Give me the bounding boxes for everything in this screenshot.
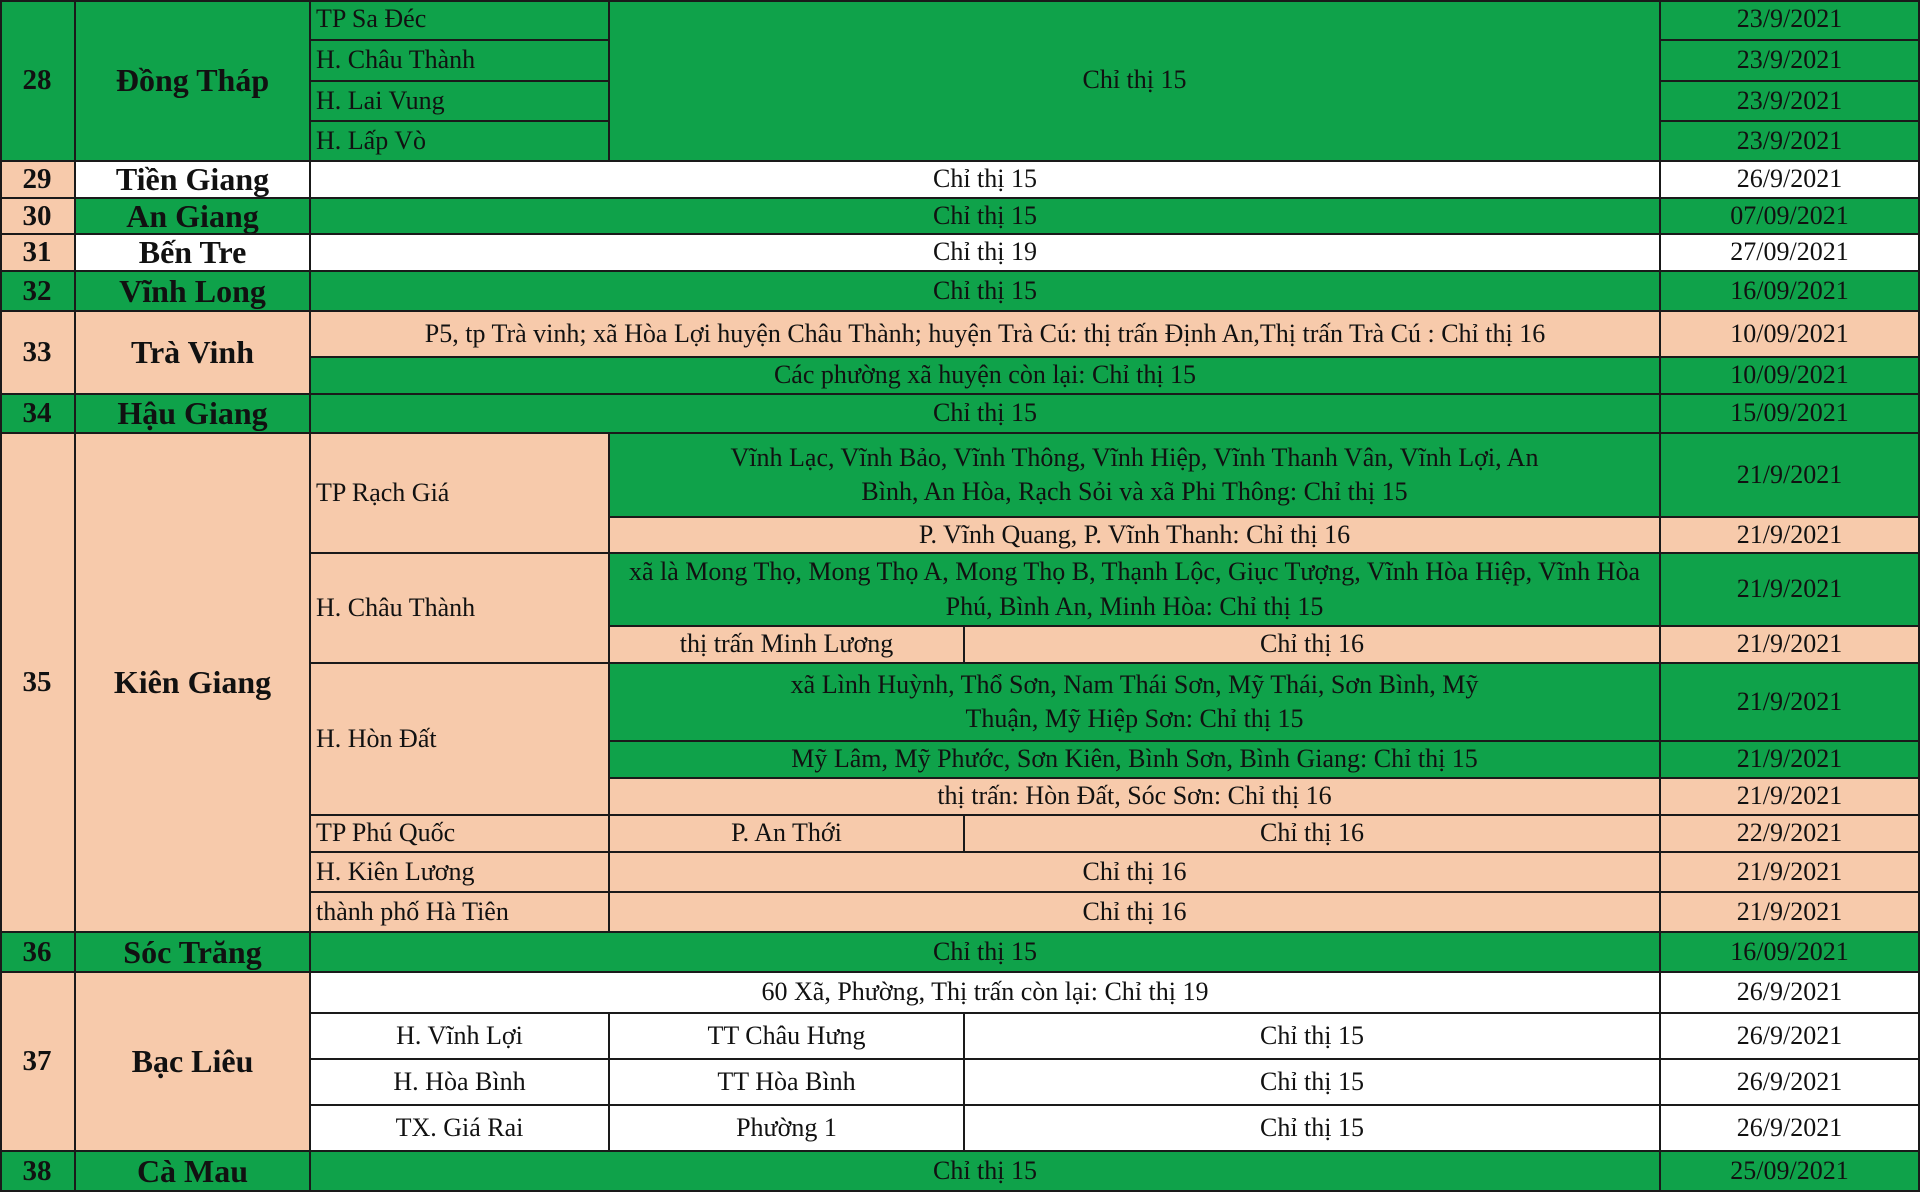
measure-text: Chỉ thị 15 [311,272,1661,312]
measure-text: P5, tp Trà vinh; xã Hòa Lợi huyện Châu Thành; huyện Trà Cú: thị trấn Định An,Thị trấn Trà Cú : Chỉ thị 16 [311,312,1661,358]
effective-date: 21/9/2021 [1661,893,1920,933]
effective-date: 16/09/2021 [1661,933,1920,973]
province-name: An Giang [76,199,311,235]
row-number: 36 [0,933,76,973]
effective-date: 23/9/2021 [1661,122,1920,162]
district-name: H. Lấp Vò [311,122,610,162]
area-name: thị trấn Minh Lương [610,627,965,664]
effective-date: 26/9/2021 [1661,973,1920,1014]
area-name: TT Hòa Bình [610,1060,965,1106]
row-number: 37 [0,973,76,1152]
measure-text: Chỉ thị 16 [610,893,1661,933]
row-number: 28 [0,0,76,162]
measure-text: Chỉ thị 16 [965,816,1661,853]
province-name: Kiên Giang [76,434,311,933]
effective-date: 26/9/2021 [1661,162,1920,199]
province-name: Sóc Trăng [76,933,311,973]
effective-date: 16/09/2021 [1661,272,1920,312]
measure-text: xã là Mong Thọ, Mong Thọ A, Mong Thọ B, Thạnh Lộc, Giục Tượng, Vĩnh Hòa Hiệp, Vĩnh Hòa Phú, Bình An, Minh Hòa: Chỉ thị 15 [610,554,1661,627]
measure-text: Chỉ thị 15 [311,395,1661,434]
district-name: TP Sa Đéc [311,0,610,41]
effective-date: 10/09/2021 [1661,312,1920,358]
province-name: Bến Tre [76,235,311,272]
measure-text: Chỉ thị 15 [311,1152,1661,1192]
effective-date: 21/9/2021 [1661,664,1920,742]
effective-date: 21/9/2021 [1661,742,1920,779]
effective-date: 26/9/2021 [1661,1106,1920,1152]
row-number: 29 [0,162,76,199]
measure-text: P. Vĩnh Quang, P. Vĩnh Thanh: Chỉ thị 16 [610,518,1661,554]
area-name: TT Châu Hưng [610,1014,965,1060]
effective-date: 22/9/2021 [1661,816,1920,853]
province-name: Vĩnh Long [76,272,311,312]
effective-date: 27/09/2021 [1661,235,1920,272]
row-number: 33 [0,312,76,395]
district-name: TP Rạch Giá [311,434,610,554]
row-number: 34 [0,395,76,434]
effective-date: 26/9/2021 [1661,1014,1920,1060]
area-name: Phường 1 [610,1106,965,1152]
row-number: 35 [0,434,76,933]
effective-date: 23/9/2021 [1661,41,1920,82]
effective-date: 10/09/2021 [1661,358,1920,395]
effective-date: 07/09/2021 [1661,199,1920,235]
effective-date: 15/09/2021 [1661,395,1920,434]
measure-text: Chỉ thị 15 [965,1106,1661,1152]
row-number: 32 [0,272,76,312]
measure-text: Chỉ thị 15 [311,933,1661,973]
area-name: P. An Thới [610,816,965,853]
effective-date: 21/9/2021 [1661,627,1920,664]
row-number: 30 [0,199,76,235]
district-name: H. Vĩnh Lợi [311,1014,610,1060]
district-name: H. Hòa Bình [311,1060,610,1106]
measure-text: Chỉ thị 15 [311,199,1661,235]
district-name: thành phố Hà Tiên [311,893,610,933]
effective-date: 21/9/2021 [1661,518,1920,554]
measure-text: Chỉ thị 15 [965,1014,1661,1060]
effective-date: 21/9/2021 [1661,554,1920,627]
measure-text: Chỉ thị 16 [610,853,1661,893]
measure-text: Mỹ Lâm, Mỹ Phước, Sơn Kiên, Bình Sơn, Bình Giang: Chỉ thị 15 [610,742,1661,779]
province-name: Cà Mau [76,1152,311,1192]
province-name: Hậu Giang [76,395,311,434]
effective-date: 26/9/2021 [1661,1060,1920,1106]
measure-text: 60 Xã, Phường, Thị trấn còn lại: Chỉ thị 19 [311,973,1661,1014]
effective-date: 21/9/2021 [1661,434,1920,518]
row-number: 38 [0,1152,76,1192]
measure-text: Chỉ thị 16 [965,627,1661,664]
effective-date: 25/09/2021 [1661,1152,1920,1192]
measure-text: Các phường xã huyện còn lại: Chỉ thị 15 [311,358,1661,395]
measure-text: Chỉ thị 15 [311,162,1661,199]
effective-date: 21/9/2021 [1661,853,1920,893]
measure-text: Vĩnh Lạc, Vĩnh Bảo, Vĩnh Thông, Vĩnh Hiệp, Vĩnh Thanh Vân, Vĩnh Lợi, An Bình, An Hòa, Rạch Sỏi và xã Phi Thông: Chỉ thị 15 [610,434,1661,518]
measure-text: thị trấn: Hòn Đất, Sóc Sơn: Chỉ thị 16 [610,779,1661,816]
district-name: H. Kiên Lương [311,853,610,893]
measure-text: Chỉ thị 15 [965,1060,1661,1106]
row-number: 31 [0,235,76,272]
effective-date: 23/9/2021 [1661,82,1920,122]
effective-date: 21/9/2021 [1661,779,1920,816]
district-name: H. Châu Thành [311,41,610,82]
effective-date: 23/9/2021 [1661,0,1920,41]
province-name: Bạc Liêu [76,973,311,1152]
province-name: Trà Vinh [76,312,311,395]
district-name: TX. Giá Rai [311,1106,610,1152]
district-name: H. Lai Vung [311,82,610,122]
measure-text: Chỉ thị 19 [311,235,1661,272]
district-name: TP Phú Quốc [311,816,610,853]
province-name: Tiền Giang [76,162,311,199]
province-name: Đồng Tháp [76,0,311,162]
district-name: H. Châu Thành [311,554,610,664]
measure-text: Chỉ thị 15 [610,0,1661,162]
district-name: H. Hòn Đất [311,664,610,816]
measure-text: xã Lình Huỳnh, Thổ Sơn, Nam Thái Sơn, Mỹ Thái, Sơn Bình, Mỹ Thuận, Mỹ Hiệp Sơn: Chỉ thị 15 [610,664,1661,742]
